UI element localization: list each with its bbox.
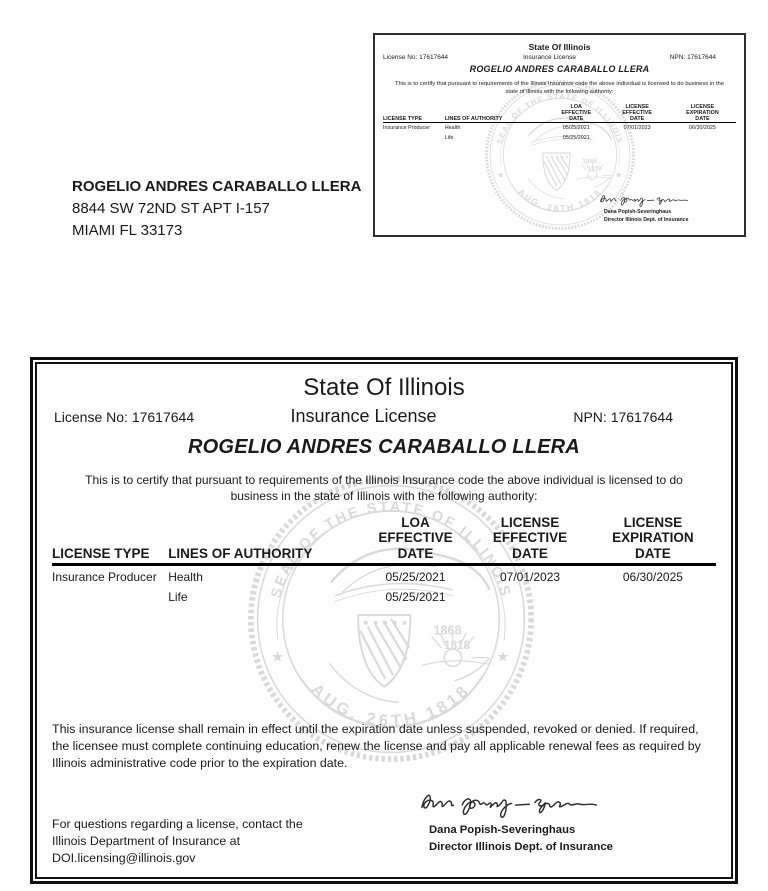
certificate-subheader-row bbox=[37, 406, 731, 427]
contact-info: For questions regarding a license, contact the Illinois Department of Insurance at DOI.licensing@illinois.gov bbox=[52, 817, 303, 866]
authority-table-wrap bbox=[383, 104, 736, 143]
table-column-header: LOA EFFECTIVE DATE bbox=[547, 104, 605, 123]
table-column-header: LICENSE TYPE bbox=[52, 515, 168, 564]
table-cell bbox=[590, 586, 716, 606]
npn-number: NPN: 17617644 bbox=[669, 54, 716, 61]
table-cell: Insurance Producer bbox=[52, 569, 157, 584]
certificate-content bbox=[37, 364, 731, 877]
table-cell: Life bbox=[444, 134, 454, 141]
table-cell: 05/25/2021 bbox=[385, 569, 446, 584]
director-name: Dana Popish-Severinghaus bbox=[429, 824, 576, 837]
recipient-city-state-zip: MIAMI FL 33173 bbox=[72, 222, 183, 239]
table-cell: 06/30/2025 bbox=[688, 125, 716, 132]
license-number: License No: 17617644 bbox=[54, 408, 195, 425]
licensee-name: ROGELIO ANDRES CARABALLO LLERA bbox=[188, 435, 580, 458]
director-name: Dana Popish-Severinghaus bbox=[604, 209, 672, 216]
table-column-header: LICENSE EFFECTIVE DATE bbox=[470, 515, 590, 564]
table-cell: Insurance Producer bbox=[383, 125, 431, 132]
table-column-header: LINES OF AUTHORITY bbox=[445, 104, 547, 123]
table-cell: Health bbox=[444, 125, 461, 132]
table-header-row bbox=[383, 104, 736, 123]
certificate-footer bbox=[37, 780, 731, 877]
table-cell bbox=[383, 133, 445, 142]
table-row bbox=[383, 133, 736, 142]
table-row bbox=[52, 586, 716, 606]
signature-block bbox=[604, 188, 722, 225]
signature-block bbox=[429, 780, 669, 855]
table-cell: 06/30/2025 bbox=[622, 569, 683, 584]
authority-table bbox=[52, 515, 716, 607]
certification-statement: This is to certify that pursuant to requirements of the Illinois Insurance code the above individual is licensed to do business in the state of Illinois with the following authority: bbox=[85, 472, 683, 504]
table-cell bbox=[669, 133, 736, 142]
certificate-footer bbox=[375, 188, 744, 235]
table-column-header: LINES OF AUTHORITY bbox=[168, 515, 361, 564]
table-cell bbox=[470, 586, 590, 606]
table-cell: Life bbox=[168, 590, 188, 605]
director-title: Director Illinois Dept. of Insurance bbox=[429, 840, 613, 853]
certification-statement: This is to certify that pursuant to requirements of the Illinois Insurance code the above individual is licensed to do business in the state of Illinois with the following authority: bbox=[395, 81, 724, 95]
certificate-subtitle: Insurance License bbox=[290, 405, 437, 426]
table-row bbox=[52, 564, 716, 586]
certificate-inner-border bbox=[375, 35, 744, 235]
licensee-name: ROGELIO ANDRES CARABALLO LLERA bbox=[469, 64, 650, 74]
certificate-content bbox=[375, 35, 744, 235]
authority-table bbox=[383, 104, 736, 143]
table-column-header: LICENSE EXPIRATION DATE bbox=[590, 515, 716, 564]
table-cell bbox=[605, 133, 669, 142]
recipient-address bbox=[72, 176, 361, 242]
table-column-header: LICENSE EFFECTIVE DATE bbox=[605, 104, 669, 123]
table-cell bbox=[52, 586, 168, 606]
effect-paragraph: This insurance license shall remain in effect until the expiration date unless suspended, revoked or denied. If required, the licensee must complete continuing education, renew the license and pay all applicable renewal fees as required by Illinois administrative code prior to the expiration date. bbox=[52, 722, 701, 771]
table-header-row bbox=[52, 515, 716, 564]
certificate-title: State Of Illinois bbox=[528, 42, 591, 52]
table-column-header: LOA EFFECTIVE DATE bbox=[361, 515, 471, 564]
certificate-subheader-row bbox=[375, 54, 744, 61]
license-certificate-large bbox=[30, 357, 738, 884]
npn-number: NPN: 17617644 bbox=[573, 408, 673, 425]
license-card-small bbox=[373, 33, 746, 237]
table-column-header: LICENSE EXPIRATION DATE bbox=[669, 104, 736, 123]
certificate-inner-border bbox=[35, 362, 733, 879]
table-cell: Health bbox=[168, 569, 203, 584]
certificate-subtitle: Insurance License bbox=[523, 54, 576, 61]
table-cell: 05/25/2021 bbox=[562, 134, 590, 141]
table-row bbox=[383, 123, 736, 133]
director-signature-icon bbox=[417, 780, 642, 822]
recipient-street: 8844 SW 72ND ST APT I-157 bbox=[72, 200, 270, 217]
certificate-title: State Of Illinois bbox=[303, 374, 465, 401]
table-cell: 07/01/2023 bbox=[623, 125, 651, 132]
license-number: License No: 17617644 bbox=[383, 54, 449, 61]
table-column-header: LICENSE TYPE bbox=[383, 104, 445, 123]
authority-table-wrap bbox=[52, 515, 716, 607]
director-title: Director Illinois Dept. of Insurance bbox=[604, 217, 689, 224]
table-cell: 05/25/2021 bbox=[562, 125, 590, 132]
table-cell: 07/01/2023 bbox=[500, 569, 561, 584]
director-signature-icon bbox=[598, 188, 710, 209]
table-cell: 05/25/2021 bbox=[385, 590, 446, 605]
recipient-name: ROGELIO ANDRES CARABALLO LLERA bbox=[72, 178, 362, 195]
